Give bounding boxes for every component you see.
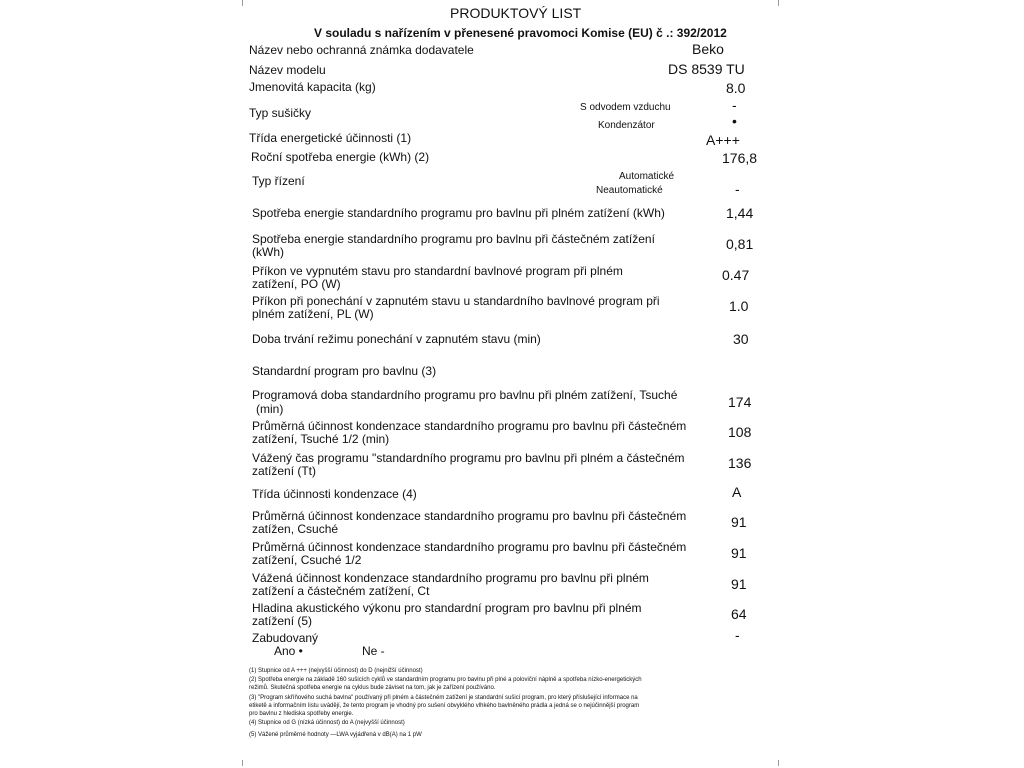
crop-mark-bottom-right bbox=[778, 760, 785, 766]
left-on-duration-label: Doba trvání režimu ponechání v zapnutém stavu (min) bbox=[252, 332, 541, 346]
noise-level-label-1: Hladina akustického výkonu pro standardní program pro bavlnu při plném bbox=[252, 601, 642, 615]
weighted-time-label-2: zatížení (Tt) bbox=[252, 464, 317, 478]
built-in-yes-option: Ano • bbox=[274, 644, 303, 658]
left-on-power-label-1: Příkon při ponechání v zapnutém stavu u standardního bavlnové program při bbox=[252, 294, 660, 308]
partial-load-energy-label-1: Spotřeba energie standardního programu pro bavlnu při částečném zatížení bbox=[252, 232, 655, 246]
half-load-time-value: 108 bbox=[728, 424, 752, 440]
noise-level-value: 64 bbox=[731, 606, 747, 622]
cond-eff-weighted-value: 91 bbox=[731, 576, 747, 592]
cond-eff-full-label-2: zatížen, Csuché bbox=[252, 522, 339, 536]
footnote-3-cont-1: etiketě a informačním listu uvádějí, že tento program je vhodný pro sušení obvyklého vlhkého bavlněného prádla a jedná se o nejúčinnější program bbox=[249, 703, 640, 709]
capacity-label: Jmenovitá kapacita (kg) bbox=[249, 80, 376, 94]
regulation-subtitle: V souladu s nařízením v přenesené pravomoci Komise (EU) č .: 392/2012 bbox=[314, 26, 727, 40]
control-type-automatic-label: Automatické bbox=[619, 171, 675, 182]
energy-class-label: Třída energetické účinnosti (1) bbox=[249, 131, 412, 145]
page-title: PRODUKTOVÝ LIST bbox=[450, 5, 582, 21]
condensation-class-value: A bbox=[732, 484, 742, 500]
off-mode-power-value: 0.47 bbox=[722, 267, 750, 283]
cond-eff-full-value: 91 bbox=[731, 514, 747, 530]
model-value: DS 8539 TU bbox=[668, 61, 745, 77]
left-on-duration-value: 30 bbox=[733, 331, 749, 347]
full-load-energy-label: Spotřeba energie standardního programu pro bavlnu při plném zatížení (kWh) bbox=[252, 206, 665, 220]
full-load-energy-value: 1,44 bbox=[726, 205, 754, 221]
model-label: Název modelu bbox=[249, 63, 326, 77]
cond-eff-weighted-label-2: zatížení a částečném zatížení, Ct bbox=[252, 584, 430, 598]
annual-consumption-value: 176,8 bbox=[722, 150, 758, 166]
left-on-power-value: 1.0 bbox=[729, 298, 749, 314]
program-time-label-2: (min) bbox=[256, 402, 284, 416]
footnote-5: (5) Vážené průměrné hodnoty —LWA vyjádřená v dB(A) na 1 pW bbox=[249, 732, 422, 738]
dryer-type-condenser-label: Kondenzátor bbox=[598, 120, 655, 131]
energy-class-value: A+++ bbox=[706, 132, 740, 148]
weighted-time-value: 136 bbox=[728, 455, 752, 471]
built-in-label: Zabudovaný bbox=[252, 631, 319, 645]
built-in-value: - bbox=[735, 627, 740, 643]
dryer-type-condenser-value: • bbox=[732, 113, 737, 129]
off-mode-power-label-1: Příkon ve vypnutém stavu pro standardní bavlnové program při plném bbox=[252, 264, 623, 278]
weighted-time-label-1: Vážený čas programu "standardního programu pro bavlnu při plném a částečném bbox=[252, 451, 685, 465]
control-type-value: - bbox=[735, 181, 740, 197]
noise-level-label-2: zatížení (5) bbox=[252, 614, 313, 628]
half-load-time-label-2: zatížení, Tsuché 1/2 (min) bbox=[252, 432, 390, 446]
capacity-value: 8.0 bbox=[726, 80, 746, 96]
footnote-4: (4) Stupnice od G (nízká účinnost) do A (nejvyšší účinnost) bbox=[249, 720, 405, 726]
cond-eff-half-label-1: Průměrná účinnost kondenzace standardního programu pro bavlnu při částečném bbox=[252, 540, 687, 554]
partial-load-energy-label-2: (kWh) bbox=[252, 245, 284, 259]
supplier-label: Název nebo ochranná známka dodavatele bbox=[249, 43, 474, 57]
cond-eff-weighted-label-1: Vážená účinnost kondenzace standardního programu pro bavlnu při plném bbox=[252, 571, 649, 585]
left-on-power-label-2: plném zatížení, PL (W) bbox=[252, 307, 374, 321]
footnote-3-cont-2: pro bavlnu z hlediska spotřeby energie. bbox=[249, 711, 354, 717]
cond-eff-half-label-2: zatížení, Csuché 1/2 bbox=[252, 553, 362, 567]
program-time-label-1: Programová doba standardního programu pro bavlnu při plném zatížení, Tsuché bbox=[252, 388, 678, 402]
built-in-no-option: Ne - bbox=[362, 644, 385, 658]
program-time-value: 174 bbox=[728, 394, 752, 410]
partial-load-energy-value: 0,81 bbox=[726, 236, 754, 252]
off-mode-power-label-2: zatížení, PO (W) bbox=[252, 277, 341, 291]
dryer-type-label: Typ sušičky bbox=[249, 106, 312, 120]
footnote-2: (2) Spotřeba energie na základě 160 sušicích cyklů ve standardním programu pro bavlnu při plné a poloviční náplně a spotřeba nízko-energetických bbox=[249, 677, 642, 683]
supplier-value: Beko bbox=[692, 41, 724, 57]
annual-consumption-label: Roční spotřeba energie (kWh) (2) bbox=[251, 150, 430, 164]
cond-eff-full-label-1: Průměrná účinnost kondenzace standardního programu pro bavlnu při částečném bbox=[252, 509, 687, 523]
footnote-1: (1) Stupnice od A +++ (nejvyšší účinnost) do D (nejnižší účinnost) bbox=[249, 668, 423, 674]
control-type-label: Typ řízení bbox=[252, 174, 305, 188]
crop-mark-top-left bbox=[236, 0, 243, 6]
control-type-non-automatic-label: Neautomatické bbox=[596, 185, 663, 196]
crop-mark-bottom-left bbox=[236, 760, 243, 766]
condensation-class-label: Třída účinnosti kondenzace (4) bbox=[252, 487, 417, 501]
dryer-type-vented-label: S odvodem vzduchu bbox=[580, 102, 671, 113]
half-load-time-label-1: Průměrná účinnost kondenzace standardního programu pro bavlnu při částečném bbox=[252, 419, 687, 433]
footnote-3: (3) "Program skříňového suchá bavlna" používaný při plném a částečném zatížení je standardní sušicí program, pro který příslušející informace na bbox=[249, 695, 638, 701]
crop-mark-top-right bbox=[778, 0, 785, 6]
standard-program-label: Standardní program pro bavlnu (3) bbox=[252, 364, 437, 378]
dryer-type-vented-value: - bbox=[732, 97, 737, 113]
footnote-2-cont: režimů. Skutečná spotřeba energie na cyklus bude záviset na tom, jak je zařízení používáno. bbox=[249, 685, 496, 691]
cond-eff-half-value: 91 bbox=[731, 545, 747, 561]
